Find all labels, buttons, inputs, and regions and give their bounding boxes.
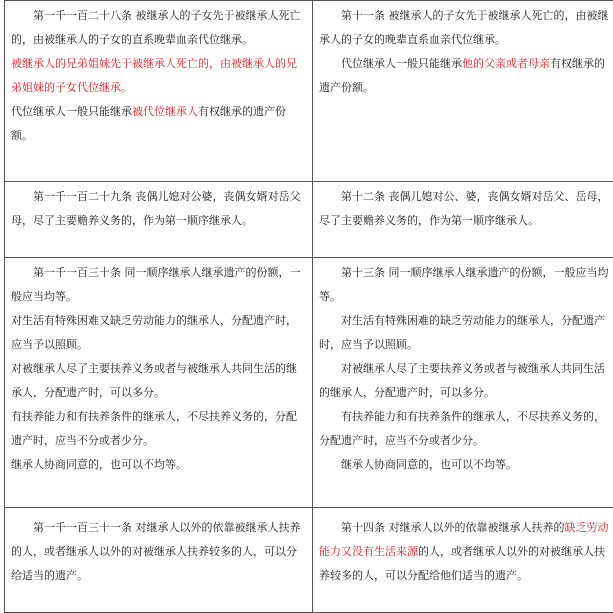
article-1128-para-2: 被继承人的兄弟姐妹先于被继承人死亡的，由被继承人的兄弟姐妹的子女代位继承。 <box>11 52 306 100</box>
law-comparison-table <box>4 0 613 613</box>
article-13-para-5: 继承人协商同意的，也可以不均等。 <box>319 453 613 477</box>
inheritance-law-cell <box>313 182 613 258</box>
civil-code-cell <box>5 508 313 613</box>
article-13-para-1: 第十三条 同一顺序继承人继承遗产的份额，一般应当均等。 <box>319 261 613 309</box>
article-1129-para-1: 第一千一百二十九条 丧偶儿媳对公婆，丧偶女婿对岳父母，尽了主要赡养义务的，作为第一顺序继承人。 <box>11 185 306 233</box>
article-12-para-1: 第十二条 丧偶儿媳对公、婆，丧偶女婿对岳父、岳母，尽了主要赡养义务的，作为第一顺序继承人。 <box>319 185 613 233</box>
highlight-text: 被代位继承人 <box>132 105 198 118</box>
table-row <box>5 1 613 182</box>
civil-code-cell <box>5 182 313 258</box>
article-1130-para-1: 第一千一百三十条 同一顺序继承人继承遗产的份额，一般应当均等。 <box>11 261 306 309</box>
article-13-para-2: 对生活有特殊困难的缺乏劳动能力的继承人，分配遗产时，应当予以照顾。 <box>319 309 613 357</box>
comparison-document <box>4 0 609 612</box>
table-row <box>5 508 613 613</box>
article-11-para-1: 第十一条 被继承人的子女先于被继承人死亡的，由被继承人的子女的晚辈直系血亲代位继承。 <box>319 4 613 52</box>
article-1128-para-1: 第一千一百二十八条 被继承人的子女先于被继承人死亡的，由被继承人的子女的直系晚辈血亲代位继承。 <box>11 4 306 52</box>
inheritance-law-cell <box>313 508 613 613</box>
article-1128-para-3: 代位继承人一般只能继承被代位继承人有权继承的遗产份额。 <box>11 100 306 148</box>
article-1130-para-5: 继承人协商同意的，也可以不均等。 <box>11 453 306 477</box>
article-13-para-4: 有扶养能力和有扶养条件的继承人，不尽扶养义务的，分配遗产时，应当不分或者少分。 <box>319 405 613 453</box>
table-row <box>5 258 613 508</box>
highlight-text: 他的父亲或者母亲 <box>462 57 550 70</box>
highlight-text: 缺乏劳动能力又没有生活来源 <box>319 521 609 558</box>
article-11-para-2: 代位继承人一般只能继承他的父亲或者母亲有权继承的遗产份额。 <box>319 52 613 100</box>
table-row <box>5 182 613 258</box>
article-14-para-1: 第十四条 对继承人以外的依靠被继承人扶养的缺乏劳动能力又没有生活来源的人，或者继承人以外的对被继承人扶养较多的人，可以分配给他们适当的遗产。 <box>319 516 613 588</box>
article-1130-para-3: 对被继承人尽了主要扶养义务或者与被继承人共同生活的继承人，分配遗产时，可以多分。 <box>11 357 306 405</box>
article-1131-para-1: 第一千一百三十一条 对继承人以外的依靠被继承人扶养的人，或者继承人以外的对被继承人扶养较多的人，可以分给适当的遗产。 <box>11 516 306 588</box>
civil-code-cell <box>5 258 313 508</box>
inheritance-law-cell <box>313 1 613 182</box>
civil-code-cell <box>5 1 313 182</box>
article-1130-para-4: 有扶养能力和有扶养条件的继承人，不尽扶养义务的，分配遗产时，应当不分或者少分。 <box>11 405 306 453</box>
article-13-para-3: 对被继承人尽了主要扶养义务或者与被继承人共同生活的继承人，分配遗产时，可以多分。 <box>319 357 613 405</box>
inheritance-law-cell <box>313 258 613 508</box>
article-1130-para-2: 对生活有特殊困难又缺乏劳动能力的继承人，分配遗产时，应当予以照顾。 <box>11 309 306 357</box>
